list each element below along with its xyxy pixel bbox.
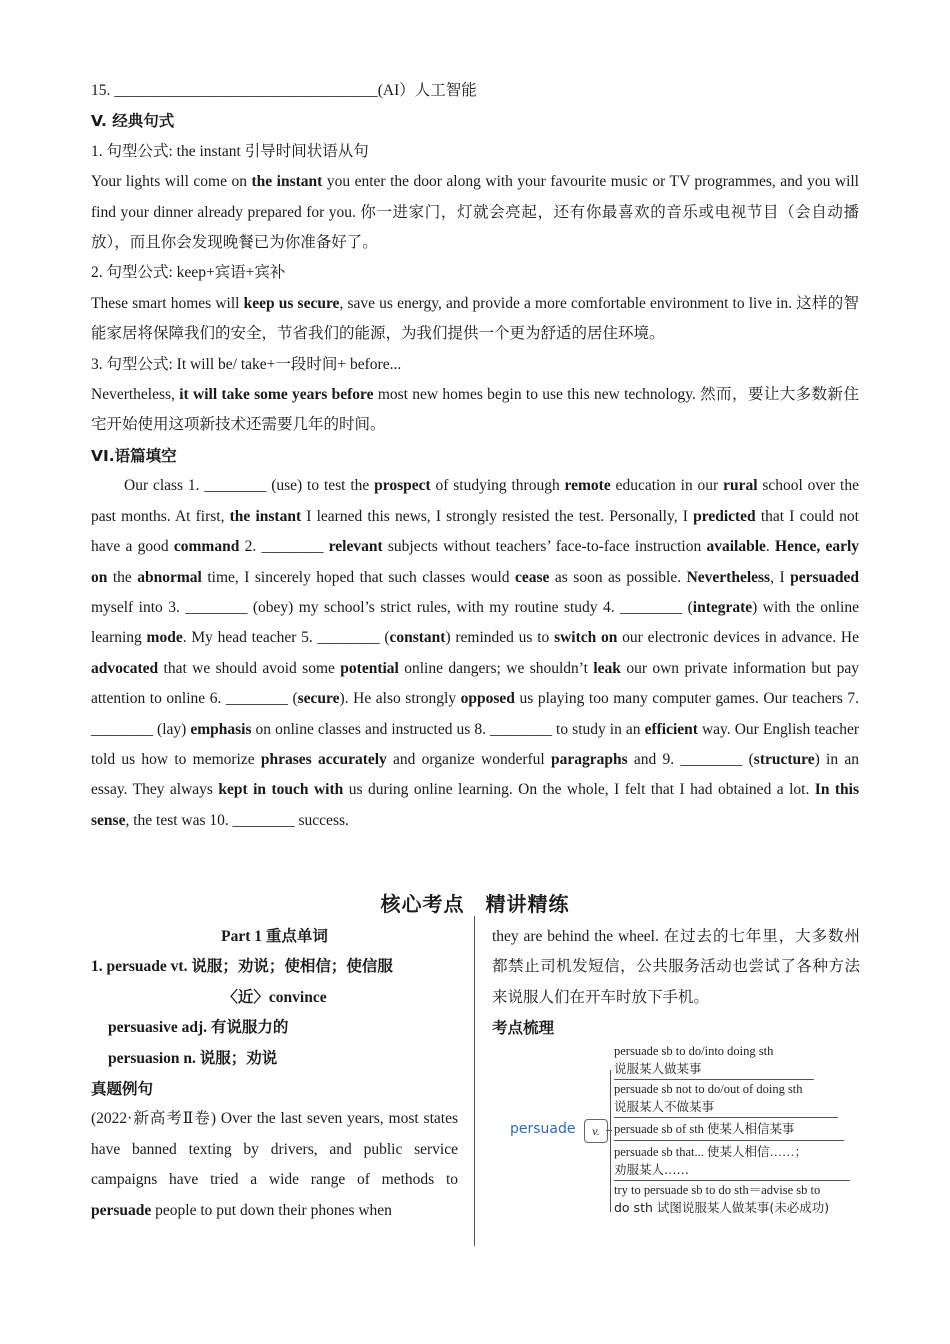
text-segment: us playing too many computer games. Our teachers 7. ________ (lay) [91, 690, 859, 738]
text-segment: school over the past months. At first, [91, 477, 859, 525]
text-segment: . My head teacher 5. ________ ( [182, 629, 390, 647]
pattern-2-label: 2. 句型公式: keep+宾语+宾补 [91, 264, 286, 282]
text-segment: online dangers; we shouldn’t [398, 659, 594, 677]
text-segment: ) reminded us to [445, 629, 555, 647]
branch-text-cn: 说服某人不做某事 [614, 1099, 715, 1114]
text-segment: as soon as possible. [549, 568, 687, 586]
branch-3 [614, 1120, 795, 1138]
text-segment: education in our [610, 477, 724, 495]
text-segment: most new homes begin to use this new technology. 然而，要让大多数新住宅开始使用这项新技术还需要几年的时间。 [91, 386, 859, 434]
exam-example [91, 1104, 458, 1226]
text-segment: people to put down their phones when [151, 1201, 392, 1219]
text-segment: , save us energy, and provide a more comfortable environment to live in. 这样的智能家居将保障我们的安全，节省我们的能源，为我们提供一个更为舒适的居住环境。 [91, 294, 859, 343]
text-segment: , I [770, 568, 791, 586]
example-heading: 真题例句 [91, 1080, 154, 1099]
text-segment: subjects without teachers’ face-to-face instruction [382, 538, 707, 556]
text-segment: I learned this news, I strongly resisted the test. Personally, I [301, 507, 694, 525]
key-word: structure [753, 750, 815, 768]
text-segment: our electronic devices in advance. He [617, 629, 859, 647]
vocab-item-15: 15. __________________________________(AI）人工智能 [91, 82, 477, 99]
mind-map-root: persuade [510, 1121, 576, 1137]
exam-example-continued: they are behind the wheel. 在过去的七年里，大多数州都禁止司机发短信，公共服务活动也尝试了各种方法来说服人们在开车时放下手机。 [492, 928, 860, 1006]
branch-text-en: persuade sb that... 使某人相信……； [614, 1145, 808, 1159]
key-word: constant [389, 629, 446, 647]
cloze-passage [91, 471, 859, 836]
key-word: cease [515, 568, 550, 586]
text-segment: and organize wonderful [386, 750, 551, 768]
branch-1 [614, 1042, 773, 1078]
text-segment: ) with the online learning [91, 598, 859, 647]
key-word: rural [723, 477, 758, 495]
key-word: persuaded [790, 568, 859, 586]
column-divider [474, 916, 475, 1246]
right-column [492, 922, 860, 1044]
part-of-speech-box: v. [584, 1119, 608, 1143]
key-word: efficient [644, 720, 698, 738]
key-word: command [173, 538, 240, 556]
text-segment: myself into 3. ________ (obey) my school’s strict rules, with my routine study 4. ________ ( [91, 598, 693, 616]
text-segment: , the test was 10. ________ success. [125, 811, 349, 829]
key-word: abnormal [137, 568, 202, 586]
word-entry-persuade: 1. persuade vt. 说服；劝说；使相信；使信服 [91, 958, 393, 976]
key-word: potential [340, 659, 399, 677]
underline [614, 1117, 838, 1118]
pattern-2-example [91, 289, 859, 350]
branch-5 [614, 1181, 829, 1217]
text-segment: (2022·新高考Ⅱ卷) Over the last seven years, most states have banned texting by drivers, and public service campaigns have tried a wide range of methods to [91, 1110, 458, 1189]
branch-text-cn: do sth 试图说服某人做某事(未必成功) [614, 1200, 830, 1215]
text-segment: way. Our English teacher told us how to memorize [91, 720, 859, 768]
text-segment: you enter the door along with your favourite music or TV programmes, and you will find your dinner already prepared for you. 你一进家门，灯就会亮起，还有你最喜欢的音乐或电视节目（会自动播放），而且你会发现晚餐已为你准备好了。 [91, 173, 859, 252]
key-word: phrases accurately [260, 750, 387, 768]
branch-text-en: try to persuade sb to do sth＝advise sb to [614, 1183, 821, 1197]
key-word: advocated [91, 659, 159, 677]
key-word: available [706, 538, 766, 556]
key-word: the instant [229, 507, 302, 525]
key-word: relevant [328, 538, 383, 556]
text-segment: on online classes and instructed us 8. ________ to study in an [251, 720, 645, 738]
branch-4 [614, 1143, 807, 1179]
text-segment: ) in an essay. They always [91, 750, 859, 799]
section-title: 核心考点 精讲精练 [380, 892, 570, 916]
text-segment: the [107, 568, 138, 586]
derivative-adj: persuasive adj. 有说服力的 [108, 1019, 289, 1037]
section-heading-vi: VI.语篇填空 [91, 446, 177, 465]
text-segment: Your lights will come on [91, 173, 252, 191]
key-word: remote [564, 477, 611, 495]
text-segment: ). He also strongly [339, 690, 461, 708]
key-word: Hence, early on [91, 538, 860, 586]
section-heading-v: V. 经典句式 [91, 112, 175, 131]
branch-text: persuade sb of sth 使某人相信某事 [614, 1122, 795, 1136]
key-word: emphasis [190, 720, 252, 738]
key-word: leak [593, 659, 621, 677]
text-segment: that I could not have a good [91, 507, 859, 556]
left-column [91, 922, 458, 1226]
branch-line [610, 1070, 611, 1212]
synonym: 〈近〉convince [222, 988, 327, 1006]
text-segment: us during online learning. On the whole, I felt that I had obtained a lot. [343, 781, 815, 799]
text-segment: our own private information but pay attention to online 6. ________ ( [91, 659, 859, 708]
text-segment: Nevertheless, [91, 386, 180, 404]
branch-text-cn: 劝服某人…… [614, 1162, 690, 1177]
key-phrase: it will take some years before [179, 386, 374, 404]
key-word: In this sense [91, 781, 859, 829]
branch-text-en: persuade sb to do/into doing sth [614, 1044, 774, 1058]
key-word: paragraphs [550, 750, 628, 768]
branch-text-en: persuade sb not to do/out of doing sth [614, 1082, 803, 1096]
key-word: mode [146, 629, 183, 647]
key-phrase: persuade [91, 1201, 152, 1219]
pattern-1-label: 1. 句型公式: the instant 引导时间状语从句 [91, 142, 369, 160]
derivative-noun: persuasion n. 说服；劝说 [108, 1049, 278, 1067]
key-word: switch on [554, 629, 618, 647]
key-word: predicted [693, 507, 756, 525]
key-word: kept in touch with [218, 781, 344, 799]
key-word: secure [297, 690, 340, 708]
key-word: prospect [374, 477, 431, 495]
text-segment: . [765, 538, 776, 556]
pattern-3-example [91, 380, 859, 441]
upper-content [91, 76, 859, 836]
key-word: Nevertheless [686, 568, 771, 586]
text-segment: and 9. ________ ( [627, 750, 754, 768]
part-title: Part 1 重点单词 [221, 928, 328, 945]
text-segment: These smart homes will [91, 294, 244, 312]
underline [614, 1140, 844, 1141]
key-phrase: keep us secure [243, 294, 340, 312]
pattern-1-example [91, 167, 859, 258]
branch-text-cn: 说服某人做某事 [614, 1061, 702, 1076]
summary-heading: 考点梳理 [492, 1019, 555, 1038]
key-word: integrate [692, 598, 753, 616]
branch-2 [614, 1080, 803, 1116]
text-segment: Our class 1. ________ (use) to test the [124, 477, 375, 495]
key-phrase: the instant [251, 173, 323, 191]
text-segment: 2. ________ [239, 538, 329, 556]
text-segment: that we should avoid some [158, 659, 341, 677]
pattern-3-label: 3. 句型公式: It will be/ take+一段时间+ before... [91, 355, 402, 373]
text-segment: time, I sincerely hoped that such classes would [201, 568, 515, 586]
key-word: opposed [460, 690, 515, 708]
persuade-mind-map [510, 1040, 880, 1222]
text-segment: of studying through [430, 477, 565, 495]
